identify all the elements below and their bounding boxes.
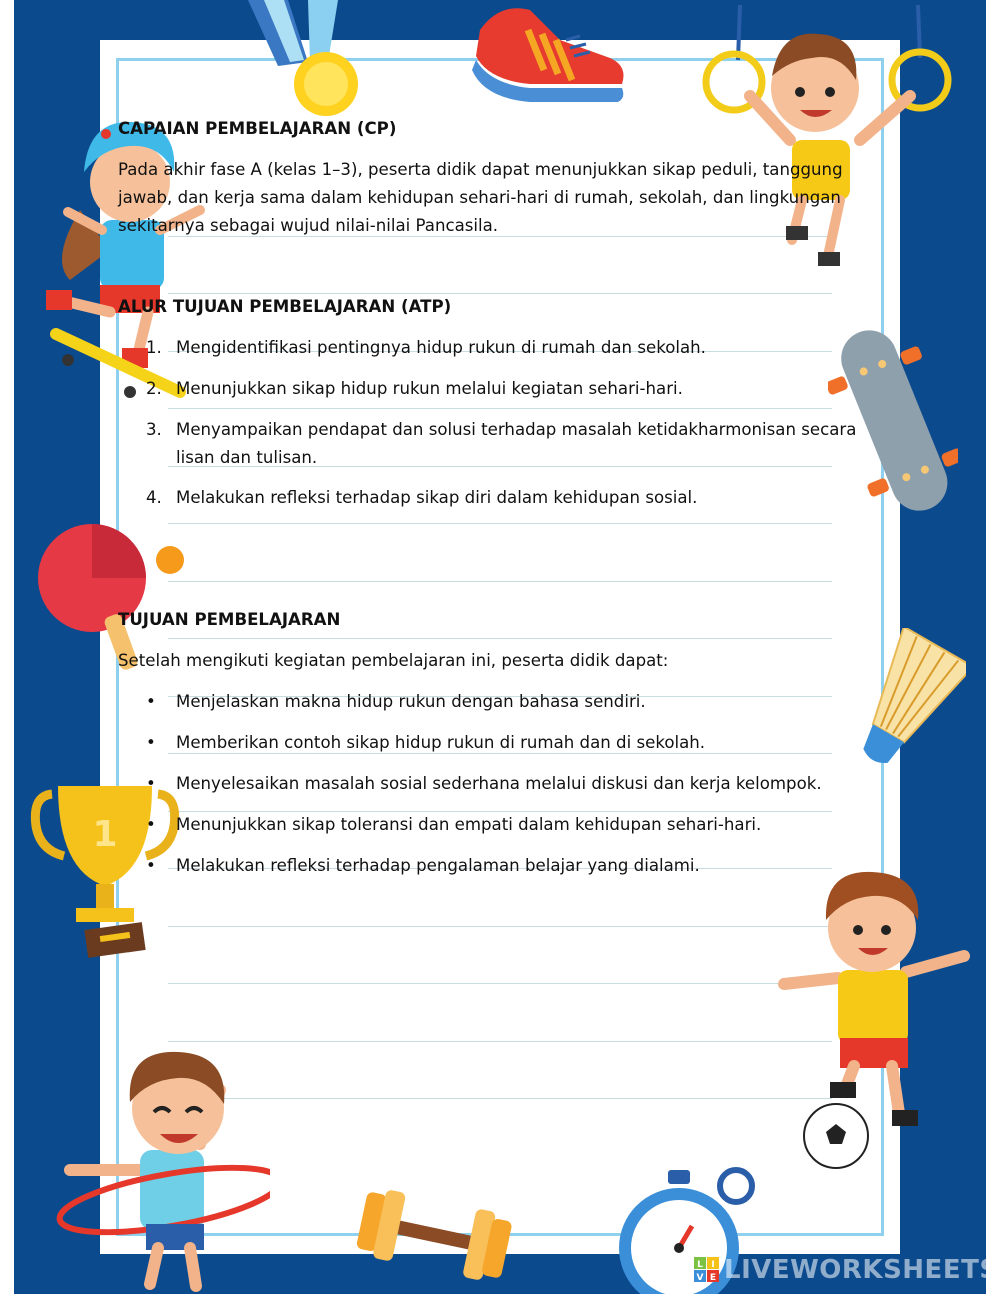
rule-line (168, 523, 832, 524)
svg-text:L: L (697, 1260, 703, 1270)
boy-hula-hoop-icon (50, 1040, 270, 1294)
atp-item (146, 416, 876, 472)
atp-item-text: Mengidentifikasi pentingnya hidup rukun di rumah dan sekolah. (176, 338, 706, 357)
rule-line (168, 408, 832, 409)
tp-item-text: Menjelaskan makna hidup rukun dengan bahasa sendiri. (176, 692, 646, 711)
tp-item-text: Melakukan refleksi terhadap pengalaman belajar yang dialami. (176, 856, 700, 875)
tp-item (146, 770, 876, 798)
atp-item-text: Menunjukkan sikap hidup rukun melalui kegiatan sehari-hari. (176, 379, 683, 398)
rule-line (168, 926, 832, 927)
bullet: • (146, 815, 156, 834)
rule-line (168, 638, 832, 639)
bullet: • (146, 856, 156, 875)
tp-item-text: Memberikan contoh sikap hidup rukun di rumah dan di sekolah. (176, 733, 706, 752)
cp-text: Pada akhir fase A (kelas 1–3), peserta didik dapat menunjukkan sikap peduli, tanggung jawab, dan kerja sama dalam kehidupan sehari-hari di rumah, sekolah, dan lingkungan sekitarnya sebagai wujud nilai-nilai Pancasila. (118, 160, 843, 235)
tp-item (146, 729, 876, 757)
tp-item-text: Menyelesaikan masalah sosial sederhana melalui diskusi dan kerja kelompok. (176, 774, 822, 793)
tp-intro: Setelah mengikuti kegiatan pembelajaran ini, peserta didik dapat: (118, 651, 669, 670)
atp-item-number: 4. (146, 488, 162, 507)
atp-item-text: Menyampaikan pendapat dan solusi terhadap masalah ketidakharmonisan secara lisan dan tulisan. (176, 420, 857, 467)
liveworksheets-watermark (694, 1254, 999, 1286)
atp-item-number: 2. (146, 379, 162, 398)
trophy-number: 1 (92, 814, 118, 855)
rule-line (168, 983, 832, 984)
cp-heading: CAPAIAN PEMBELAJARAN (CP) (118, 119, 397, 138)
tp-item-text: Menunjukkan sikap toleransi dan empati dalam kehidupan sehari-hari. (176, 815, 762, 834)
svg-text:I: I (711, 1260, 715, 1270)
bullet: • (146, 692, 156, 711)
tp-heading: TUJUAN PEMBELAJARAN (118, 610, 341, 629)
atp-item-number: 1. (146, 338, 162, 357)
liveworksheets-logo-icon (694, 1257, 720, 1283)
rule-line (168, 293, 832, 294)
sneaker-icon (470, 0, 630, 110)
svg-text:V: V (696, 1273, 704, 1283)
medal-icon (228, 0, 368, 120)
svg-text:E: E (709, 1273, 717, 1283)
boy-soccer-icon (774, 860, 974, 1170)
rule-line (168, 581, 832, 582)
tp-item (146, 688, 876, 716)
bullet: • (146, 774, 156, 793)
atp-item-text: Melakukan refleksi terhadap sikap diri dalam kehidupan sosial. (176, 488, 698, 507)
atp-item (146, 375, 876, 403)
atp-item (146, 334, 876, 362)
atp-item-number: 3. (146, 420, 162, 439)
atp-item (146, 484, 876, 512)
atp-heading: ALUR TUJUAN PEMBELAJARAN (ATP) (118, 297, 452, 316)
watermark-text: LIVEWORKSHEETS (724, 1255, 999, 1285)
bullet: • (146, 733, 156, 752)
trophy-icon (30, 780, 180, 960)
tp-item (146, 811, 876, 839)
tp-item (146, 852, 876, 880)
dumbbell-icon (348, 1186, 520, 1286)
